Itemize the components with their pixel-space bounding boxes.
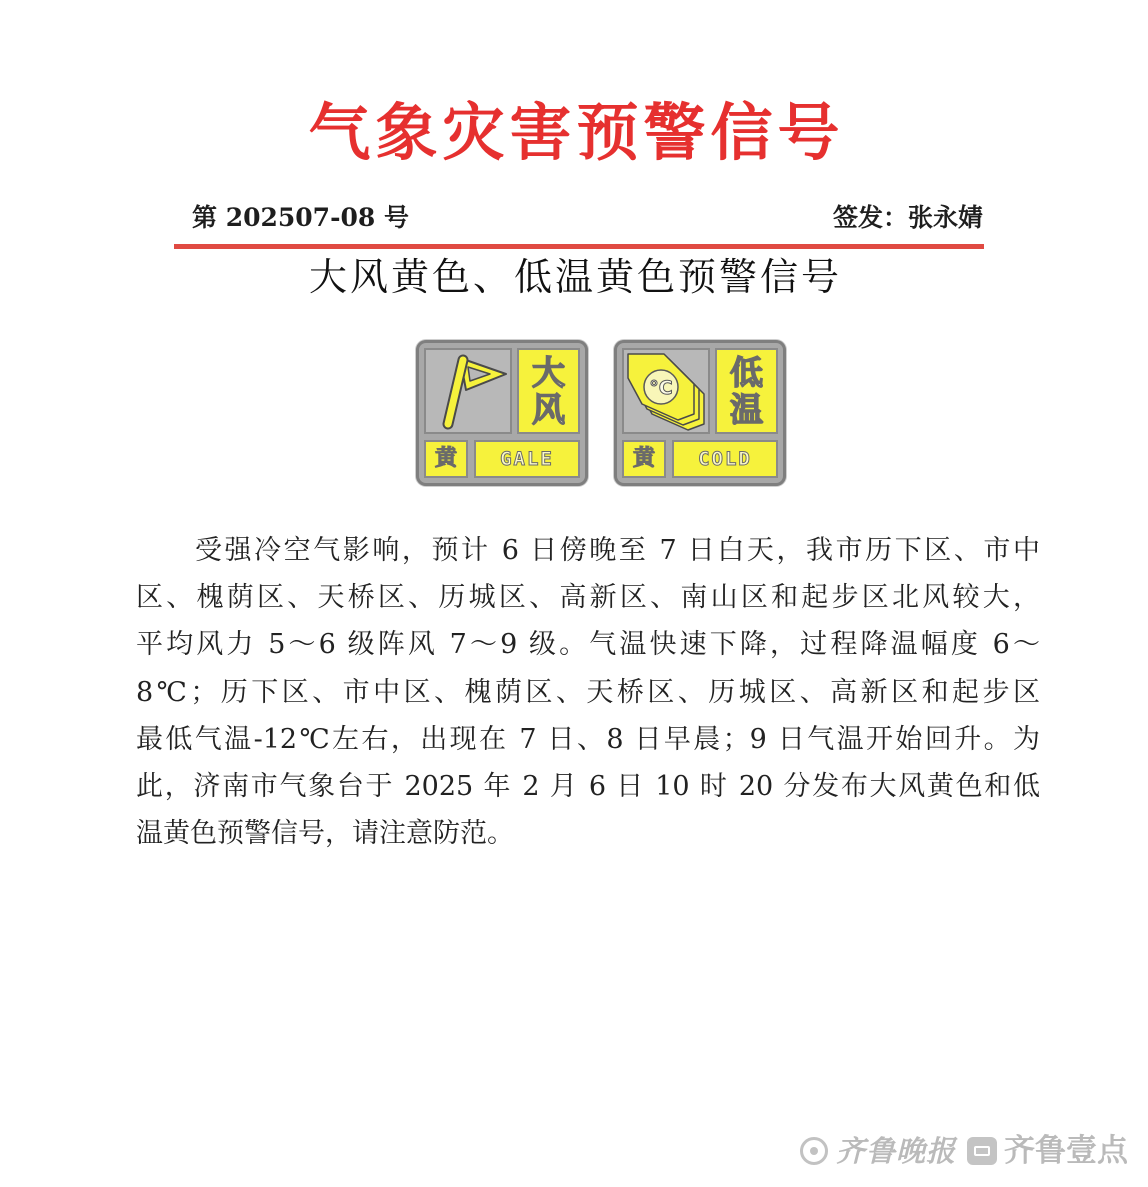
- signal-level: 黄: [424, 440, 468, 478]
- cold-thermometer-icon: [624, 350, 708, 432]
- watermark-news-brand: 齐鲁晚报: [836, 1134, 957, 1168]
- header-divider: [174, 244, 984, 249]
- flag-icon: [426, 350, 510, 432]
- signal-name: 大风: [532, 353, 565, 429]
- signal-name-box: [517, 348, 580, 434]
- body-line: 温黄色预警信号，请注意防范。: [136, 818, 514, 850]
- signal-english-label: COLD: [672, 440, 778, 478]
- signal-english-label: GALE: [474, 440, 580, 478]
- body-line: 平均风力 5～6 级阵风 7～9 级。气温快速下降，过程降温幅度 6～: [136, 629, 1040, 661]
- qilu-yidian-logo-icon: [967, 1137, 997, 1165]
- signal-name: 低温: [730, 353, 763, 429]
- cold-pictogram: [622, 348, 710, 434]
- gale-warning-signal: [416, 340, 588, 486]
- signal-level: 黄: [622, 440, 666, 478]
- body-line: 最低气温-12℃左右，出现在 7 日、8 日早晨；9 日气温开始回升。为: [136, 723, 1040, 755]
- watermark-app-brand: 齐鲁壹点: [1004, 1133, 1128, 1169]
- body-line: 区、槐荫区、天桥区、历城区、高新区、南山区和起步区北风较大，: [136, 582, 1040, 614]
- qilu-evening-news-logo-icon: [800, 1137, 828, 1165]
- document-number: 第 202507-08 号: [192, 203, 409, 232]
- body-line: 此，济南市气象台于 2025 年 2 月 6 日 10 时 20 分发布大风黄色和低: [136, 770, 1040, 802]
- document-subtitle: 大风黄色、低温黄色预警信号: [308, 255, 842, 299]
- body-line: 8℃；历下区、市中区、槐荫区、天桥区、历城区、高新区和起步区: [136, 676, 1040, 708]
- celsius-unit: °C: [649, 377, 673, 399]
- signal-name-box: [715, 348, 778, 434]
- document-title: 气象灾害预警信号: [308, 96, 845, 169]
- body-line: 受强冷空气影响，预计 6 日傍晚至 7 日白天，我市历下区、市中: [195, 535, 1040, 566]
- gale-pictogram: [424, 348, 512, 434]
- document-issuer: 签发：张永婧: [832, 203, 983, 232]
- body-paragraph: [136, 527, 1040, 857]
- cold-warning-signal: [614, 340, 786, 486]
